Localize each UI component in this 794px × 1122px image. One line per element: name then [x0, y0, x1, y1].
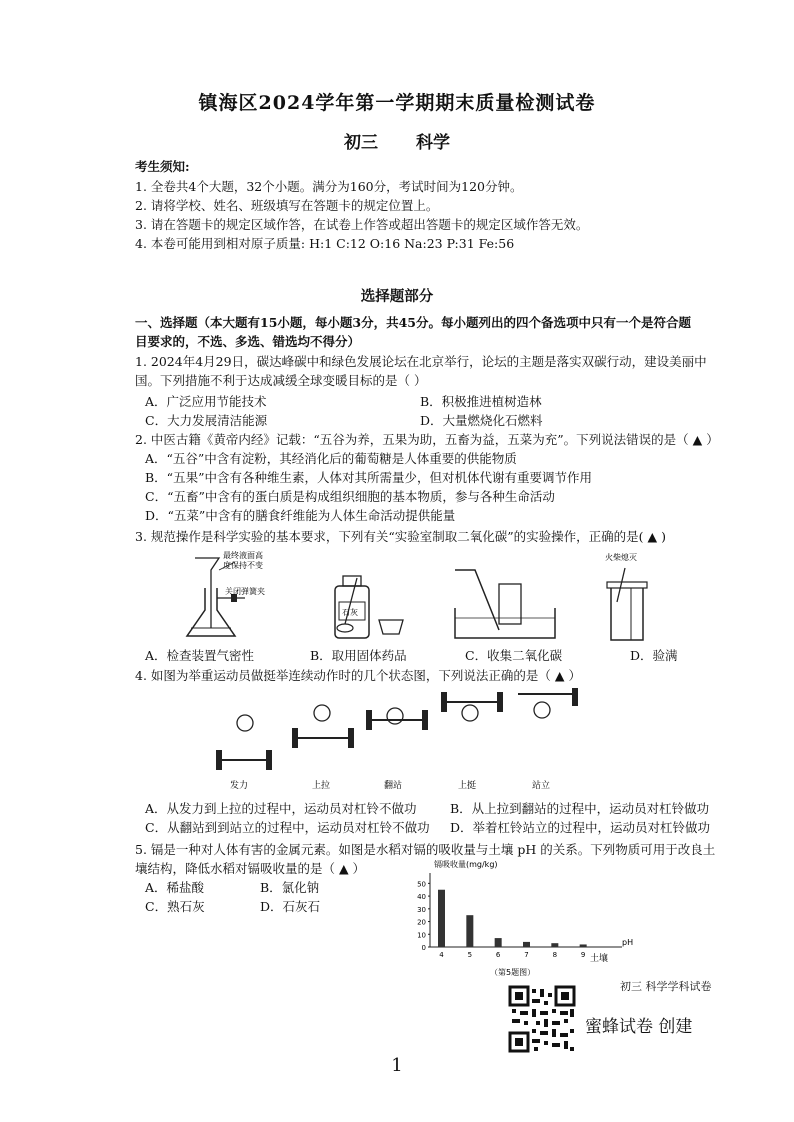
subject-label: 科学 [415, 133, 450, 153]
chart-ytick-label: 40 [417, 893, 426, 902]
q2-stem: 2. 中医古籍《黄帝内经》记载：“五谷为养，五果为助，五畜为益，五菜为充”。下列说法错误的是（ ▲ ） [135, 432, 719, 447]
stage-fanzhan [366, 708, 428, 791]
section-title: 选择题部分 [360, 288, 434, 305]
q2-option-c: C．“五畜”中含有的蛋白质是构成组织细胞的基本物质，参与各种生命活动 [145, 489, 555, 504]
q5-option-a: A．稀盐酸 [145, 880, 205, 895]
chart-bar [551, 943, 558, 947]
q2-option-a: A．“五谷”中含有淀粉，其经消化后的葡萄糖是人体重要的供能物质 [145, 451, 517, 466]
stage-label-shangting: 上挺 [458, 781, 477, 791]
chart-bar [466, 915, 473, 947]
q1-stem-line: 国。下列措施不利于达成减缓全球变暖目标的是（ ） [135, 373, 427, 388]
q4-weightlifter-figure [200, 688, 600, 794]
q3-fig-a-note3: 关闭弹簧夹 [225, 587, 265, 596]
stage-shangting [441, 692, 503, 791]
chart-xtick-label: 6 [495, 951, 501, 959]
chart-ytick-label: 50 [417, 880, 426, 889]
chart-bar [580, 944, 587, 947]
q3-option-a: A．检查装置气密性 [145, 648, 255, 663]
q4-option-b: B．从上拉到翻站的过程中，运动员对杠铃做功 [450, 801, 710, 816]
note-item: 1. 全卷共4个大题，32个小题。满分为160分，考试时间为120分钟。 [135, 179, 523, 194]
q1-option-c: C．大力发展清洁能源 [145, 413, 268, 428]
q3-fig-b-label: 石灰 [342, 608, 358, 617]
q3-fig-a-flask [187, 550, 265, 636]
chart-xtick-label: 5 [467, 951, 473, 959]
stage-shangla [292, 705, 354, 791]
q3-fig-a-note2: 度保持不变 [223, 561, 263, 570]
page-number: 1 [391, 1055, 403, 1076]
q4-options [135, 799, 710, 837]
q1-option-a: A．广泛应用节能技术 [145, 394, 267, 409]
part1-line: 一、选择题（本大题有15小题，每小题3分，共45分。每小题列出的四个备选项中只有一个是符合题 [135, 315, 691, 330]
q2-option-d: D．“五菜”中含有的膳食纤维能为人体生命活动提供能量 [145, 508, 456, 523]
q1-option-b: B．积极推进植树造林 [420, 394, 542, 409]
q3-option-c: C．收集二氧化碳 [465, 648, 563, 663]
q1-stem-line: 1. 2024年4月29日，碳达峰碳中和绿色发展论坛在北京举行，论坛的主题是落实双碳行动，建设美丽中 [135, 354, 707, 369]
stage-label-fanzhan: 翻站 [384, 781, 403, 791]
question-1 [135, 352, 707, 430]
paper-label: 初三 科学学科试卷 [620, 980, 712, 993]
chart-ytick-label: 20 [417, 918, 426, 927]
note-item: 2. 请将学校、姓名、班级填写在答题卡的规定位置上。 [135, 198, 439, 213]
part1-line: 目要求的，不选、多选、错选均不得分） [135, 334, 361, 349]
q4-option-d: D．举着杠铃站立的过程中，运动员对杠铃做功 [450, 820, 711, 835]
q3-option-d: D．验满 [630, 648, 678, 663]
q3-fig-c-trough [455, 570, 555, 638]
stage-fali [216, 715, 272, 791]
stage-label-fali: 发力 [230, 781, 249, 791]
q5-stem-line: 5. 镉是一种对人体有害的金属元素。如图是水稻对镉的吸收量与土壤 pH 的关系。下列物质可用于改良土 [135, 842, 716, 857]
chart-ytick-label: 30 [417, 905, 426, 914]
q5-option-b: B．氯化钠 [260, 880, 320, 895]
notes-list [135, 177, 588, 253]
chart-ytick-label: 0 [421, 944, 426, 952]
q4-stem: 4. 如图为举重运动员做挺举连续动作时的几个状态图，下列说法正确的是（ ▲ ） [135, 668, 581, 683]
chart-bar [438, 890, 445, 947]
grade-label: 初三 [344, 133, 379, 153]
question-2 [135, 430, 719, 525]
q1-option-d: D．大量燃烧化石燃料 [420, 413, 543, 428]
chart-xtick-label: 8 [552, 951, 558, 959]
chart-bar [523, 942, 530, 947]
qr-code-icon [508, 985, 576, 1053]
q5-option-c: C．熟石灰 [145, 899, 205, 914]
q5-bar-chart [410, 855, 640, 980]
q3-option-b: B．取用固体药品 [310, 648, 407, 663]
q3-fig-d-bottle [605, 552, 647, 640]
chart-xtick-label: 7 [524, 951, 529, 959]
q4-option-a: A．从发力到上拉的过程中，运动员对杠铃不做功 [145, 801, 417, 816]
q3-options [135, 646, 735, 665]
chart-xtick-label: 4 [439, 951, 444, 959]
q3-fig-a-note1: 最终液面高 [223, 551, 263, 560]
page-subtitle [0, 128, 794, 153]
chart-xlabel2: 土壤 [590, 954, 609, 964]
chart-bar [495, 938, 502, 947]
brand-text: 蜜蜂试卷 创建 [585, 1017, 693, 1037]
part1-instructions [135, 313, 691, 351]
q5-option-d: D．石灰石 [260, 899, 321, 914]
page-title: 镇海区2024学年第一学期期末质量检测试卷 [198, 92, 596, 114]
q2-option-b: B．“五果”中含有各种维生素，人体对其所需量少，但对机体代谢有重要调节作用 [145, 470, 592, 485]
note-item: 3. 请在答题卡的规定区域作答，在试卷上作答或超出答题卡的规定区域作答无效。 [135, 217, 589, 232]
q3-stem: 3. 规范操作是科学实验的基本要求，下列有关“实验室制取二氧化碳”的实验操作，正确的是( ▲ ) [135, 529, 666, 544]
chart-ytick-label: 10 [417, 931, 426, 940]
chart-caption: （第5题图） [490, 968, 536, 977]
stage-zhanli [518, 688, 578, 791]
q4-option-c: C．从翻站到到站立的过程中，运动员对杠铃不做功 [145, 820, 430, 835]
stage-label-zhanli: 站立 [532, 781, 551, 791]
note-item: 4. 本卷可能用到相对原子质量: H:1 C:12 O:16 Na:23 P:31 Fe:56 [135, 236, 515, 251]
q5-stem-line: 壤结构，降低水稻对镉吸收量的是（ ▲ ） [135, 861, 366, 876]
chart-xlabel: pH [622, 938, 634, 947]
chart-xtick-label: 9 [580, 951, 586, 959]
stage-label-shangla: 上拉 [312, 781, 331, 791]
q3-fig-b-bottle [335, 576, 403, 638]
notes-heading: 考生须知: [135, 159, 190, 174]
q3-fig-d-note: 火柴熄灭 [605, 553, 637, 562]
q3-apparatus-figure [135, 548, 695, 644]
chart-ylabel: 镉吸收量(mg/kg) [434, 860, 498, 869]
